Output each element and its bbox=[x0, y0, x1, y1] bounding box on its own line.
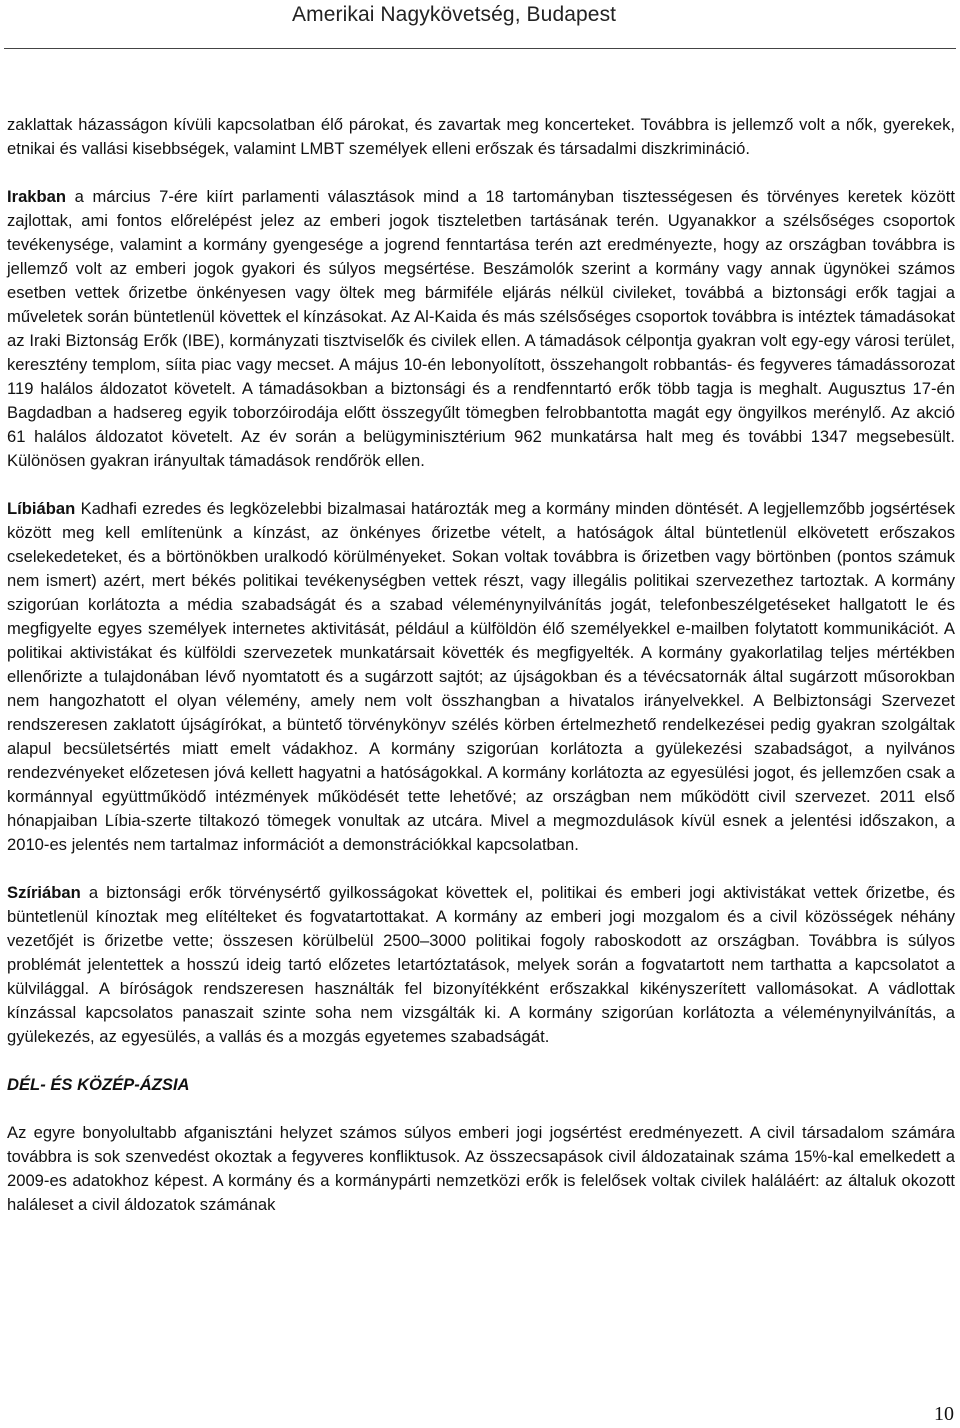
paragraph-iraq bbox=[7, 185, 955, 473]
country-lead-libya: Líbiában bbox=[7, 499, 76, 518]
page-number: 10 bbox=[934, 1403, 954, 1425]
section-heading: DÉL- ÉS KÖZÉP-ÁZSIA bbox=[7, 1075, 190, 1094]
paragraph-text: Az egyre bonyolultabb afganisztáni helyzet számos súlyos emberi jogi jogsértést eredményezett. A civil társadalom számára továbbra is sok szenvedést okoztak a fegyveres konfliktusok. Az összecsapások civil áldozatainak száma 15%-kal emelkedett a 2009-es adatokhoz képest. A kormány és a kormánypárti nemzetközi erők is felelősek voltak civilek haláláért: az általuk okozott haláleset a civil áldozatok számának bbox=[7, 1123, 955, 1214]
paragraph-afghanistan bbox=[7, 1121, 955, 1217]
paragraph-text: zaklattak házasságon kívüli kapcsolatban élő párokat, és zavartak meg koncerteket. Továbbra is jellemző volt a nők, gyerekek, etnikai és vallási kisebbségek, valamint LMBT személyek elleni erőszak és társadalmi diszkrimináció. bbox=[7, 115, 955, 158]
paragraph-continued bbox=[7, 113, 955, 161]
running-header: Amerikai Nagykövetség, Budapest bbox=[292, 3, 617, 26]
country-lead-iraq: Irakban bbox=[7, 187, 67, 206]
paragraph-libya bbox=[7, 497, 955, 857]
header-divider bbox=[4, 48, 956, 49]
country-lead-syria: Szíriában bbox=[7, 883, 81, 902]
page-body bbox=[7, 113, 955, 1217]
paragraph-syria bbox=[7, 881, 955, 1049]
paragraph-text: a március 7-ére kiírt parlamenti választások mind a 18 tartományban tisztességesen és törvényes keretek között zajlottak, ami fontos előrelépést jelez az emberi jogok tiszteletben tartásának terén. Ugyanakkor a szélsőséges csoportok tevékenysége, valamint a kormány gyengesége a jogrend fenntartása terén azt eredményezte, hogy az országban továbbra is jellemző volt az emberi jogok gyakori és súlyos megsértése. Beszámolók szerint a kormány vagy annak ügynökei számos esetben vettek őrizetbe önkényesen vagy öltek meg bármiféle eljárás nélkül civileket, továbbá a biztonsági erők tagjai a műveletek során büntetlenül követtek el kínzásokat. Az Al-Kaida és más szélsőséges csoportok továbbra is intéztek támadásokat az Iraki Biztonság Erők (IBE), kormányzati tisztviselők és civilek ellen. A támadások célpontja gyakran volt egy-egy városi terület, keresztény templom, síita piac vagy mecset. A május 10-én lebonyolított, összehangolt robbantás- és fegyveres támadássorozat 119 halálos áldozatot követelt. A támadásokban a biztonsági és a rendfenntartó erők több tagja is meghalt. Augusztus 17-én Bagdadban a hadsereg egyik toborzóirodája előtt összegyűlt tömegben felrobbantotta magát egy öngyilkos merénylő. Az akció 61 halálos áldozatot követelt. Az év során a belügyminisztérium 962 munkatársa halt meg és további 1347 megsebesült. Különösen gyakran irányultak támadások rendőrök ellen. bbox=[7, 187, 955, 470]
paragraph-text: a biztonsági erők törvénysértő gyilkosságokat követtek el, politikai és emberi jogi aktivistákat vettek őrizetbe, és büntetlenül kínoztak meg elítélteket és fogvatartottakat. A kormány az emberi jogi mozgalom és a civil közösségek néhány vezetőjét is őrizetbe vette; összesen körülbelül 2500–3000 politikai fogoly raboskodott az országban. Továbbra is súlyos problémát jelentettek a hosszú ideig tartó előzetes letartóztatások, melyek során a fogvatartott nem tarthatta a kapcsolatot a külvilággal. A bíróságok rendszeresen használták fel bizonyítékként erőszakkal kikényszerített vallomásokat. A vádlottak kínzással kapcsolatos panaszait szinte soha nem vizsgálták ki. A kormány szigorúan korlátozta a véleménynyilvánítás, a gyülekezés, az egyesülés, a vallás és a mozgás egyetemes szabadságát. bbox=[7, 883, 955, 1046]
paragraph-text: Kadhafi ezredes és legközelebbi bizalmasai határozták meg a kormány minden döntését. A legjellemzőbb jogsértések között meg kell említenünk a kínzást, az önkényes őrizetbe vételt, a hatóságok által büntetlenül elkövetett erőszakos cselekedeteket, és a börtönökben uralkodó körülményeket. Sokan voltak továbbra is őrizetben vagy börtönben (pontos számuk nem ismert) azért, mert békés politikai tevékenységben vettek részt, vagy illegális politikai szervezethez tartoztak. A kormány szigorúan korlátozta a média szabadságát és a szabad véleménynyilvánítás jogát, telefonbeszélgetéseket hallgatott le és megfigyelte egyes személyek internetes aktivitását, például a külföldön élő személyekkel e-mailben folytatott kommunikációt. A politikai aktivistákat és külföldi szervezetek munkatársait követték és megfigyelték. A kormány gyakorlatilag teljes mértékben ellenőrizte a tulajdonában lévő nyomtatott és a sugárzott sajtót; az újságokban és a tévécsatornák által sugárzott műsorokban nem hangozhatott el olyan vélemény, amely nem volt összhangban a hivatalos irányelvekkel. A Belbiztonsági Szervezet rendszeresen zaklatott újságírókat, a büntető törvénykönyv szélés körben értelmezhető rendelkezései pedig gyakran szolgáltak alapul becsületsértés miatt emelt vádakhoz. A kormány szigorúan korlátozta a gyülekezési szabadságot, a nyilvános rendezvényeket előzetesen jóvá kellett hagyatni a hatóságokkal. A kormány korlátozta az egyesülési jogot, és jellemzően csak a kormánnyal együttműködő intézmények működését tette lehetővé; az országban nem működött civil szervezet. 2011 első hónapjaiban Líbia-szerte tiltakozó tömegek vonultak az utcára. Mivel a megmozdulások kívül esnek a jelentési időszakon, a 2010-es jelentés nem tartalmaz információt a demonstrációkkal kapcsolatban. bbox=[7, 499, 955, 854]
